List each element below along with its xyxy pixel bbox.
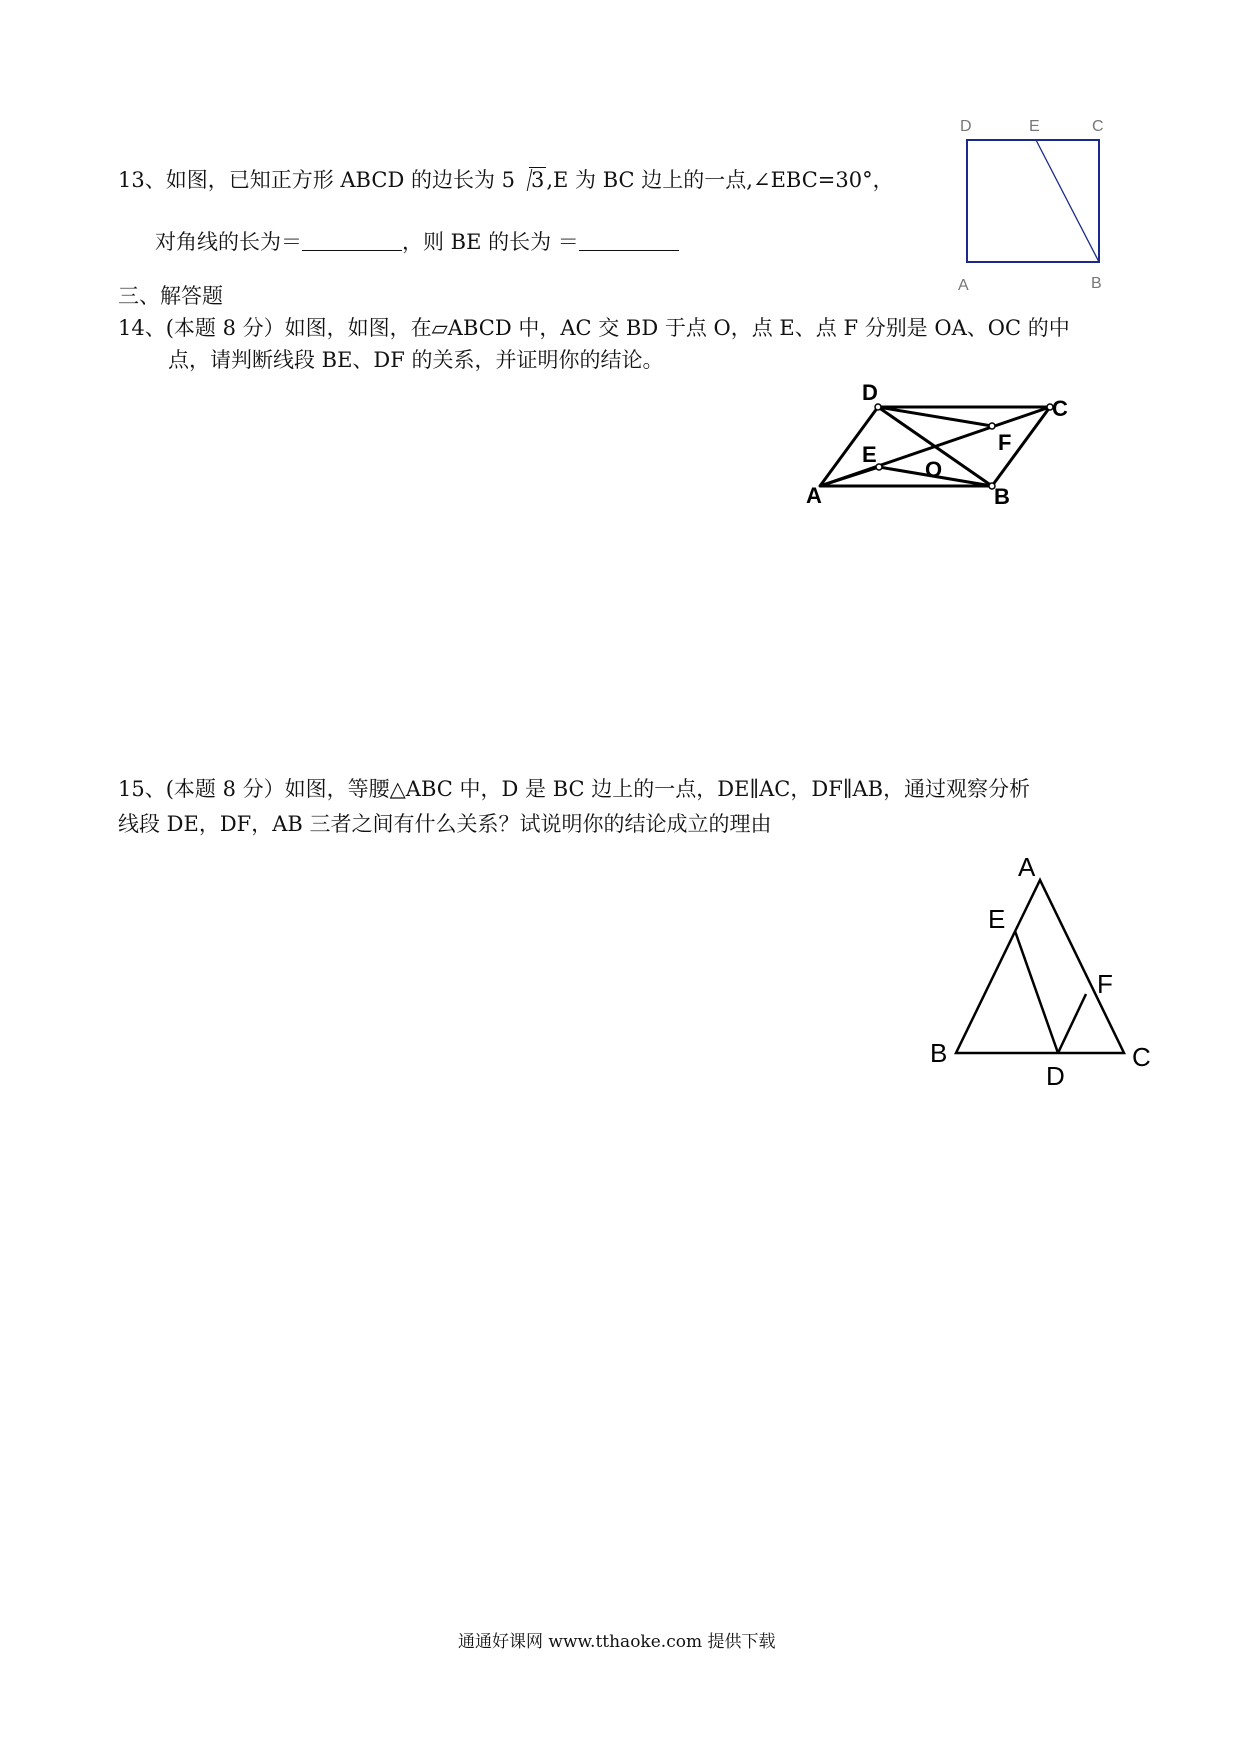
q14-line2: 点，请判断线段 BE、DF 的关系，并证明你的结论。 <box>168 348 664 372</box>
q15-label-B: B <box>930 1038 948 1068</box>
q14-label-D: D <box>862 380 878 405</box>
q14-label-B: B <box>994 484 1010 509</box>
q13-be-label: ，则 BE 的长为 ＝ <box>402 230 579 254</box>
sqrt-symbol <box>515 166 546 194</box>
q13-be-blank <box>579 230 679 251</box>
q15-label-C: C <box>1132 1042 1151 1072</box>
q13-line2 <box>155 228 679 256</box>
q15-label-E: E <box>988 904 1006 934</box>
q15-line1: 15、(本题 8 分）如图，等腰△ABC 中，D 是 BC 边上的一点，DE∥AC，DF∥AB，通过观察分析 <box>118 777 1031 801</box>
q15-label-F: F <box>1097 969 1113 999</box>
q13-line1 <box>118 166 894 194</box>
q15-triangle-figure <box>920 845 1170 1095</box>
q14-label-A: A <box>806 483 822 508</box>
q15-line2: 线段 DE，DF，AB 三者之间有什么关系？试说明你的结论成立的理由 <box>118 812 772 836</box>
section3-title: 三、解答题 <box>118 284 223 308</box>
q13-text-prefix: 13、如图，已知正方形 ABCD 的边长为 5 <box>118 168 515 192</box>
q13-label-D: D <box>960 118 972 135</box>
q13-diagonal-label: 对角线的长为＝ <box>155 230 302 254</box>
q13-label-E: E <box>1029 118 1040 135</box>
q14-label-C: C <box>1052 396 1068 421</box>
q14-label-O: O <box>925 457 943 482</box>
q13-radicand: 3 <box>531 168 545 192</box>
page-footer: 通通好课网 www.tthaoke.com 提供下载 <box>458 1632 776 1652</box>
q14-parallelogram-figure <box>800 380 1090 515</box>
q13-square-figure <box>955 110 1135 300</box>
q13-text-suffix: ,E 为 BC 边上的一点,∠EBC=30°， <box>546 168 894 192</box>
q13-diagonal-blank <box>302 230 402 251</box>
q13-label-A: A <box>958 277 969 294</box>
q15-label-D: D <box>1046 1061 1065 1091</box>
q14-line1: 14、(本题 8 分）如图，如图，在▱ABCD 中，AC 交 BD 于点 O，点 E、点 F 分别是 OA、OC 的中 <box>118 316 1070 340</box>
q13-label-C: C <box>1092 118 1104 135</box>
q13-label-B: B <box>1091 275 1102 292</box>
q15-label-A: A <box>1018 852 1036 882</box>
q14-label-E: E <box>862 442 877 467</box>
q14-label-F: F <box>998 430 1012 455</box>
